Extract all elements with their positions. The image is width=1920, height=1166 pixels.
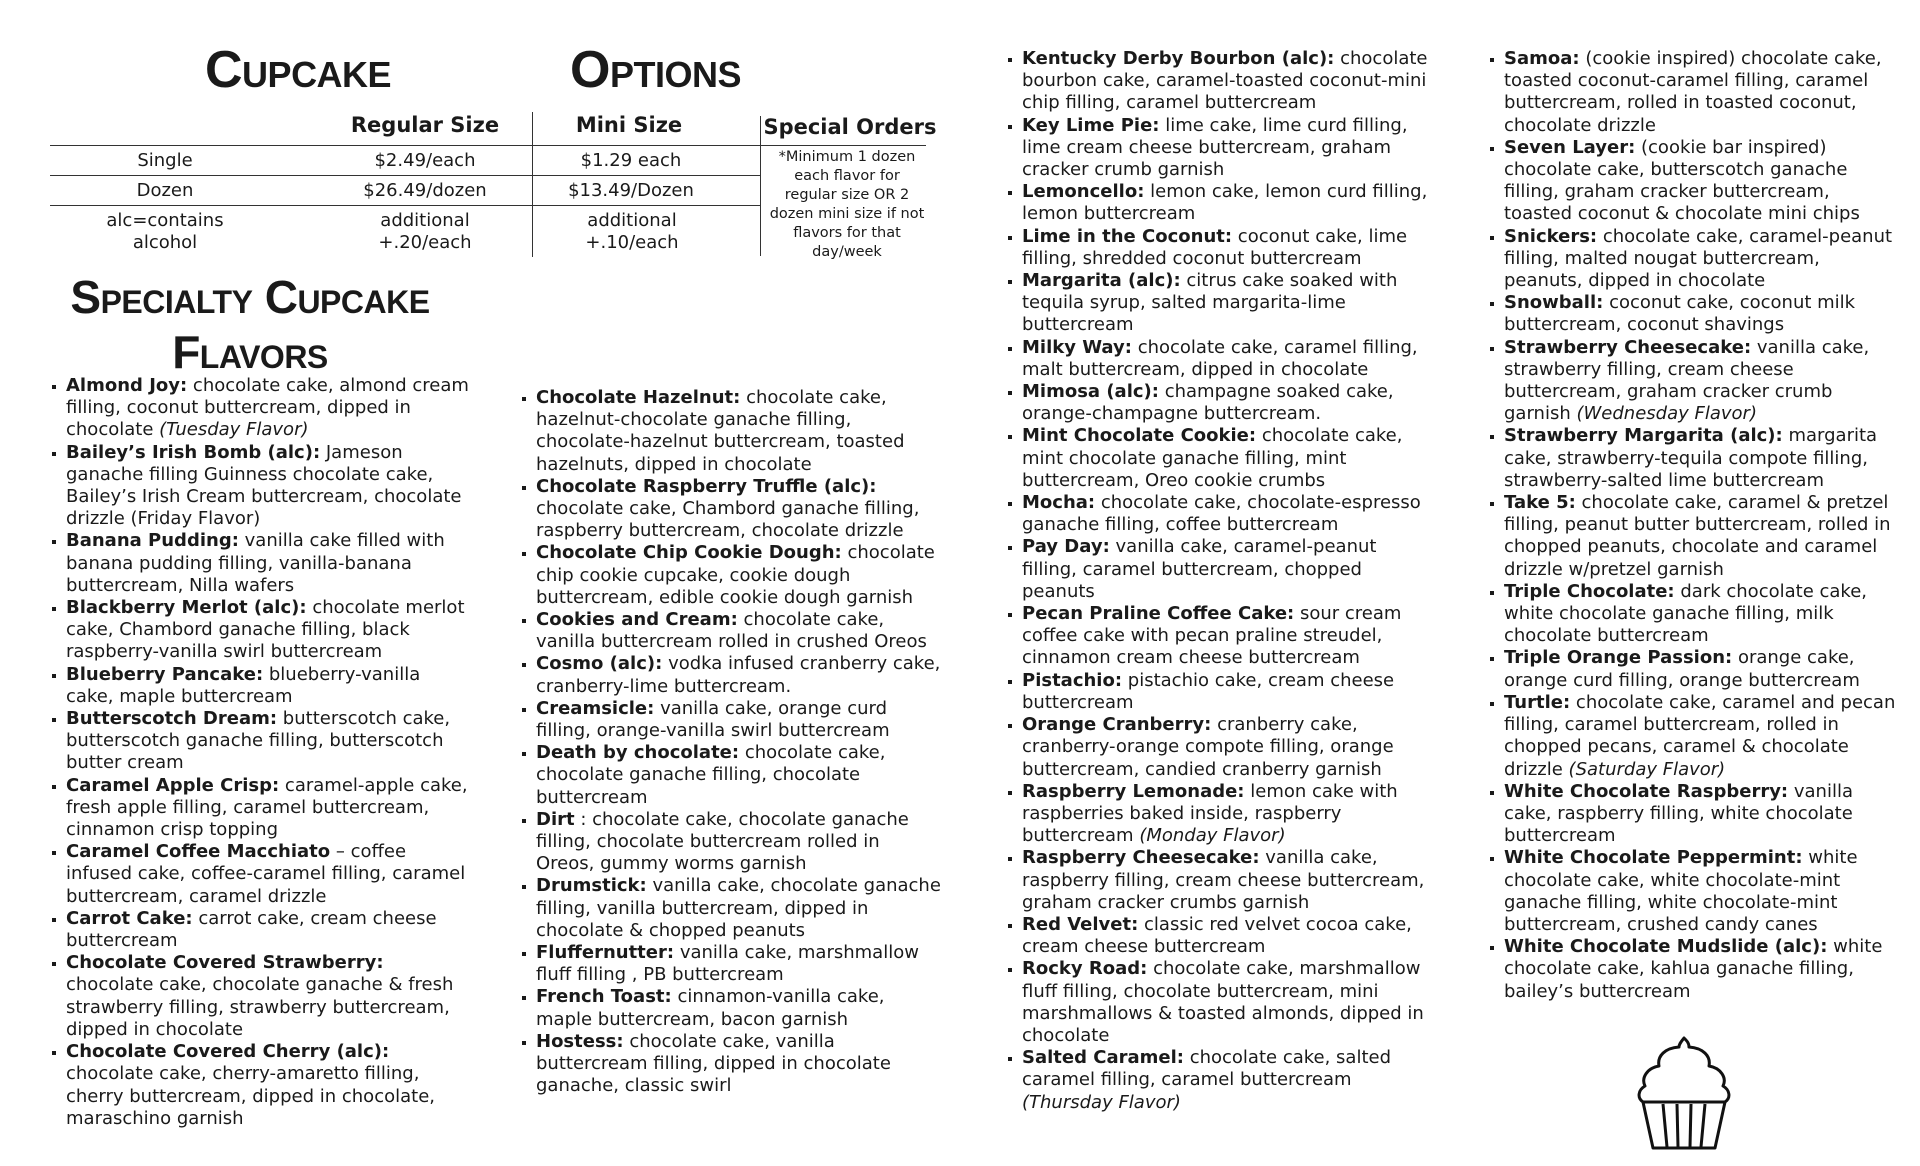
flavor-item [1008, 48, 1428, 115]
flavor-description: vanilla cake, marshmallow fluff filling , PB buttercream [536, 942, 919, 986]
flavor-item [52, 952, 472, 1041]
flavor-name: Mimosa (alc): [1022, 381, 1159, 403]
flavor-item [1008, 536, 1428, 603]
title-specialty-flavors [40, 270, 460, 380]
flavor-description: chocolate cake, caramel and pecan filling, caramel buttercream, rolled in chopped pecans, caramel & chocolate drizzle [1504, 691, 1896, 780]
flavor-name: Lemoncello: [1022, 181, 1145, 203]
flavor-name: French Toast: [536, 986, 672, 1008]
options-table [50, 112, 937, 262]
flavor-item [52, 597, 472, 664]
flavor-name: Orange Cranberry: [1022, 714, 1212, 736]
flavor-description: dark chocolate cake, white chocolate ganache filling, milk chocolate buttercream [1504, 580, 1867, 647]
flavor-description: cranberry cake, cranberry-orange compote filling, orange buttercream, candied cranberry garnish [1022, 714, 1394, 780]
flavor-name: Pistachio: [1022, 669, 1123, 691]
flavor-description: white chocolate cake, white chocolate-mint ganache filling, white chocolate-mint buttercream, crushed candy canes [1504, 847, 1858, 935]
flavor-item [52, 1041, 472, 1130]
flavor-item [522, 986, 942, 1030]
price-mini: $1.29 each [580, 150, 682, 171]
flavor-item [1490, 647, 1900, 691]
flavor-day-note: (Thursday Flavor) [1022, 1091, 1181, 1113]
flavor-name: Snowball: [1504, 292, 1604, 314]
divider-horizontal [50, 175, 760, 176]
flavor-description: : chocolate cake, chocolate ganache filling, chocolate buttercream rolled in Oreos, gummy worms garnish [536, 808, 909, 875]
flavor-description: chocolate cake, marshmallow fluff filling, chocolate buttercream, mini marshmallows & toasted almonds, dipped in chocolate [1022, 958, 1424, 1046]
flavor-description: vanilla cake, chocolate ganache filling, vanilla buttercream, dipped in chocolate & chopped peanuts [536, 875, 941, 941]
flavor-name: Raspberry Cheesecake: [1022, 847, 1260, 869]
flavor-description: chocolate cake, cherry-amaretto filling, cherry buttercream, dipped in chocolate, maraschino garnish [66, 1063, 435, 1129]
flavor-description: chocolate cake, salted caramel filling, caramel buttercream [1022, 1047, 1392, 1091]
flavor-description: (cookie inspired) chocolate cake, toasted coconut-caramel filling, caramel buttercream, rolled in toasted coconut, chocolate drizzle [1504, 48, 1882, 136]
flavor-item [522, 387, 942, 476]
flavor-description: chocolate cake, mint chocolate ganache filling, mint buttercream, Oreo cookie crumbs [1022, 425, 1403, 491]
flavor-description: vanilla cake, raspberry filling, cream cheese buttercream, graham cracker crumbs garnish [1022, 847, 1425, 913]
title-specialty-line1: Specialty Cupcake [70, 271, 430, 323]
flavor-item [1490, 337, 1900, 426]
flavor-name: Strawberry Margarita (alc): [1504, 425, 1783, 447]
divider-vertical [760, 116, 761, 256]
flavor-name: Hostess: [536, 1030, 624, 1052]
flavor-item [1490, 48, 1900, 137]
flavor-name: Drumstick: [536, 875, 647, 897]
flavor-description: chocolate cake, almond cream filling, coconut buttercream, dipped in chocolate [66, 375, 469, 441]
flavor-name: Cosmo (alc): [536, 653, 663, 675]
flavor-day-note: (Saturday Flavor) [1568, 758, 1726, 780]
flavor-item [1008, 115, 1428, 182]
flavor-description: (cookie bar inspired) chocolate cake, butterscotch ganache filling, graham cracker buttercream, toasted coconut & chocolate mini chips [1504, 136, 1860, 225]
flavor-name: Mocha: [1022, 492, 1096, 514]
special-orders-note: *Minimum 1 dozen each flavor for regular size OR 2 dozen mini size if not flavors for that day/week [769, 149, 925, 260]
flavor-list-col1 [52, 375, 472, 1130]
flavor-name: Chocolate Covered Cherry (alc): [66, 1041, 390, 1063]
flavor-item [1008, 914, 1428, 958]
flavor-description: blueberry-vanilla cake, maple buttercream [66, 663, 421, 707]
flavor-name: Pay Day: [1022, 536, 1110, 558]
flavor-item [1490, 781, 1900, 848]
flavor-name: Creamsicle: [536, 697, 655, 719]
flavor-description: caramel-apple cake, fresh apple filling, caramel buttercream, cinnamon crisp topping [66, 774, 468, 841]
flavor-name: Pecan Praline Coffee Cake: [1022, 603, 1295, 625]
flavor-item [1490, 425, 1900, 492]
flavor-name: White Chocolate Raspberry: [1504, 780, 1789, 802]
flavor-description: white chocolate cake, kahlua ganache filling, bailey’s buttercream [1504, 936, 1883, 1002]
flavor-name: Raspberry Lemonade: [1022, 780, 1245, 802]
flavor-item [1008, 226, 1428, 270]
flavor-list-col2 [522, 387, 942, 1098]
price-regular: $26.49/dozen [363, 180, 487, 201]
flavor-item [1008, 781, 1428, 848]
flavor-name: Cookies and Cream: [536, 609, 738, 631]
flavor-day-note: (Monday Flavor) [1139, 825, 1286, 847]
row-label: alc=contains alcohol [106, 210, 224, 253]
flavor-item [522, 698, 942, 742]
flavor-item [522, 542, 942, 609]
flavor-description: vodka infused cranberry cake, cranberry-lime buttercream. [536, 653, 941, 697]
flavor-name: Chocolate Covered Strawberry: [66, 952, 384, 974]
flavor-name: Almond Joy: [66, 375, 188, 396]
row-label: Dozen [136, 180, 194, 201]
flavor-item [522, 942, 942, 986]
flavor-item [522, 875, 942, 942]
price-regular: additional +.20/each [378, 210, 472, 253]
flavor-item [1008, 714, 1428, 781]
flavor-name: Dirt [536, 808, 575, 830]
flavor-item [1008, 181, 1428, 225]
flavor-description: citrus cake soaked with tequila syrup, salted margarita-lime buttercream [1022, 270, 1398, 336]
flavor-item [1008, 337, 1428, 381]
flavor-description: chocolate cake, chocolate-espresso ganache filling, coffee buttercream [1022, 492, 1421, 536]
flavor-item [522, 609, 942, 653]
flavor-name: Triple Orange Passion: [1504, 647, 1733, 669]
flavor-item [1008, 670, 1428, 714]
flavor-name: Chocolate Hazelnut: [536, 387, 741, 408]
flavor-name: Seven Layer: [1504, 136, 1636, 158]
flavor-description: coconut cake, lime filling, shredded coconut buttercream [1022, 225, 1408, 269]
flavor-description: chocolate cake, chocolate ganache filling, chocolate buttercream [536, 742, 886, 808]
flavor-description: chocolate cake, hazelnut-chocolate ganache filling, chocolate-hazelnut buttercream, toasted hazelnuts, dipped in chocolate [536, 387, 905, 475]
flavor-name: Blueberry Pancake: [66, 663, 264, 685]
flavor-description: sour cream coffee cake with pecan praline streudel, cinnamon cream cheese buttercream [1022, 603, 1402, 669]
divider-horizontal [50, 145, 926, 146]
flavor-item [522, 653, 942, 697]
flavor-name: Carrot Cake: [66, 907, 193, 929]
flavor-name: Red Velvet: [1022, 913, 1139, 935]
flavor-item [52, 530, 472, 597]
flavor-item [1008, 603, 1428, 670]
flavor-description: lemon cake with raspberries baked inside, raspberry buttercream [1022, 780, 1398, 847]
flavor-name: Mint Chocolate Cookie: [1022, 425, 1257, 447]
flavor-item [1490, 292, 1900, 336]
flavor-name: Caramel Apple Crisp: [66, 774, 280, 796]
cupcake-icon [1635, 1034, 1733, 1154]
flavor-item [522, 742, 942, 809]
flavor-name: Margarita (alc): [1022, 270, 1181, 292]
flavor-item [1008, 847, 1428, 914]
flavor-description: vanilla cake, raspberry filling, white chocolate buttercream [1504, 780, 1853, 847]
col-header-mini: Mini Size [575, 113, 683, 137]
col-header-regular: Regular Size [350, 113, 500, 137]
flavor-list-col3 [1008, 48, 1428, 1114]
title-specialty-line2: Flavors [172, 326, 328, 379]
flavor-description: pistachio cake, cream cheese buttercream [1022, 669, 1395, 713]
flavor-item [1008, 425, 1428, 492]
flavor-name: Death by chocolate: [536, 742, 740, 764]
flavor-name: Butterscotch Dream: [66, 708, 278, 730]
flavor-description: chocolate bourbon cake, caramel-toasted coconut-mini chip filling, caramel buttercream [1022, 48, 1428, 114]
flavor-description: vanilla cake, caramel-peanut filling, caramel buttercream, chopped peanuts [1022, 536, 1377, 602]
flavor-name: Take 5: [1504, 492, 1576, 514]
flavor-item [522, 476, 942, 543]
flavor-name: Lime in the Coconut: [1022, 225, 1233, 247]
price-mini: $13.49/Dozen [568, 180, 694, 201]
flavor-item [522, 809, 942, 876]
flavor-item [52, 708, 472, 775]
flavor-item [1008, 270, 1428, 337]
flavor-description: butterscotch cake, butterscotch ganache filling, butterscotch butter cream [66, 708, 451, 774]
flavor-item [1008, 1047, 1428, 1114]
flavor-item [52, 908, 472, 952]
flavor-name: Chocolate Chip Cookie Dough: [536, 542, 842, 564]
flavor-description: chocolate cake, caramel & pretzel filling, peanut butter buttercream, rolled in chopped peanuts, chocolate and caramel drizzle w/pretzel garnish [1504, 492, 1891, 580]
flavor-item [52, 375, 472, 442]
divider-horizontal [50, 205, 760, 206]
flavor-day-note: (Tuesday Flavor) [159, 419, 309, 441]
flavor-description: lime cake, lime curd filling, lime cream cheese buttercream, graham cracker crumb garnish [1022, 114, 1408, 181]
flavor-item [1490, 936, 1900, 1003]
row-label: Single [137, 150, 193, 171]
flavor-item [1008, 492, 1428, 536]
flavor-item [522, 1031, 942, 1098]
flavor-description: Jameson ganache filling Guinness chocolate cake, Bailey’s Irish Cream buttercream, chocolate drizzle (Friday Flavor) [66, 441, 462, 530]
flavor-list-col4 [1490, 48, 1900, 1003]
price-mini: additional +.10/each [585, 210, 679, 253]
flavor-description: chocolate cake, caramel-peanut filling, malted nougat buttercream, peanuts, dipped in chocolate [1504, 225, 1893, 292]
flavor-description: champagne soaked cake, orange-champagne buttercream. [1022, 381, 1394, 425]
flavor-item [52, 664, 472, 708]
flavor-name: Bailey’s Irish Bomb (alc): [66, 441, 321, 463]
flavor-name: Key Lime Pie: [1022, 114, 1160, 136]
flavor-description: chocolate chip cookie cupcake, cookie dough buttercream, edible cookie dough garnish [536, 542, 935, 608]
flavor-description: coconut cake, coconut milk buttercream, coconut shavings [1504, 292, 1856, 336]
flavor-item [1490, 692, 1900, 781]
price-regular: $2.49/each [374, 150, 476, 171]
col-header-special: Special Orders [763, 115, 937, 139]
flavor-item [1490, 137, 1900, 226]
flavor-description: vanilla cake, orange curd filling, orange-vanilla swirl buttercream [536, 697, 890, 742]
flavor-name: Chocolate Raspberry Truffle (alc): [536, 475, 877, 497]
flavor-item [1008, 958, 1428, 1047]
flavor-item [1490, 226, 1900, 293]
flavor-description: chocolate cake, vanilla buttercream rolled in crushed Oreos [536, 609, 927, 653]
flavor-day-note: (Wednesday Flavor) [1576, 403, 1757, 425]
flavor-description: margarita cake, strawberry-tequila compote filling, strawberry-salted lime buttercream [1504, 425, 1878, 491]
flavor-description: cinnamon-vanilla cake, maple buttercream, bacon garnish [536, 986, 885, 1030]
flavor-name: White Chocolate Peppermint: [1504, 847, 1803, 869]
flavor-description: chocolate merlot cake, Chambord ganache filling, black raspberry-vanilla swirl buttercream [66, 597, 465, 663]
flavor-item [52, 841, 472, 908]
flavor-description: carrot cake, cream cheese buttercream [66, 907, 437, 952]
flavor-description: vanilla cake, strawberry filling, cream cheese buttercream, graham cracker crumb garnish [1504, 336, 1870, 425]
flavor-name: Kentucky Derby Bourbon (alc): [1022, 48, 1335, 69]
flavor-name: Samoa: [1504, 48, 1580, 69]
flavor-name: Banana Pudding: [66, 530, 239, 552]
flavor-name: Triple Chocolate: [1504, 580, 1675, 602]
flavor-name: Salted Caramel: [1022, 1047, 1184, 1069]
divider-vertical [532, 112, 533, 257]
flavor-name: Strawberry Cheesecake: [1504, 336, 1752, 358]
flavor-name: Turtle: [1504, 691, 1571, 713]
flavor-name: Blackberry Merlot (alc): [66, 597, 307, 619]
flavor-name: Milky Way: [1022, 336, 1132, 358]
flavor-description: chocolate cake, Chambord ganache filling, raspberry buttercream, chocolate drizzle [536, 498, 920, 542]
flavor-description: lemon cake, lemon curd filling, lemon buttercream [1022, 181, 1428, 225]
title-cupcake: Cupcake [205, 41, 392, 99]
flavor-name: Snickers: [1504, 225, 1598, 247]
flavor-description: chocolate cake, chocolate ganache & fresh strawberry filling, strawberry buttercream, dipped in chocolate [66, 974, 454, 1040]
title-options: Options [570, 41, 741, 99]
flavor-description: chocolate cake, caramel filling, malt buttercream, dipped in chocolate [1022, 336, 1418, 380]
flavor-item [1490, 847, 1900, 936]
flavor-item [1490, 581, 1900, 648]
flavor-name: White Chocolate Mudslide (alc): [1504, 936, 1828, 958]
flavor-name: Fluffernutter: [536, 942, 675, 964]
flavor-item [1008, 381, 1428, 425]
flavor-description: vanilla cake filled with banana pudding filling, vanilla-banana buttercream, Nilla wafers [66, 530, 445, 596]
flavor-item [52, 775, 472, 842]
flavor-name: Caramel Coffee Macchiato [66, 841, 331, 863]
flavor-name: Rocky Road: [1022, 958, 1148, 980]
flavor-description: – coffee infused cake, coffee-caramel filling, caramel buttercream, caramel drizzle [66, 841, 466, 907]
flavor-description: orange cake, orange curd filling, orange buttercream [1504, 647, 1860, 691]
flavor-item [52, 442, 472, 531]
flavor-item [1490, 492, 1900, 581]
flavor-description: classic red velvet cocoa cake, cream cheese buttercream [1022, 913, 1412, 958]
flavor-description: chocolate cake, vanilla buttercream filling, dipped in chocolate ganache, classic swirl [536, 1030, 891, 1097]
